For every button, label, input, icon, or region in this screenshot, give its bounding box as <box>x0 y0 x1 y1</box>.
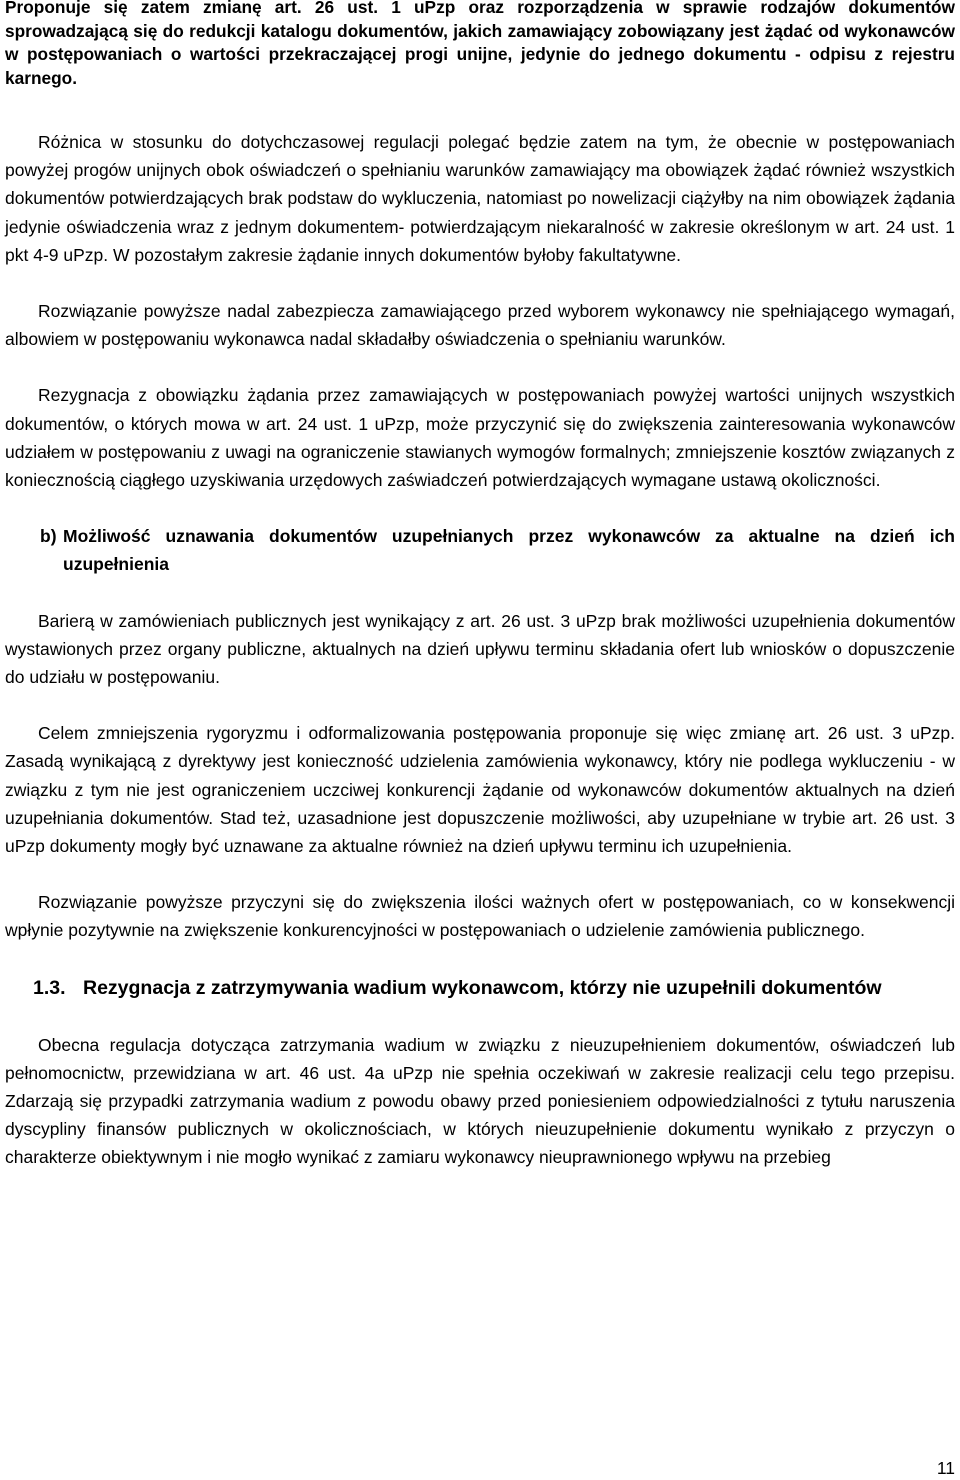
paragraph-resignation: Rezygnacja z obowiązku żądania przez zamawiających w postępowaniach powyżej wartości unijnych wszystkich dokumentów, o których mowa w art. 24 ust. 1 uPzp, może przyczynić się do zwiększenia zainteresowania wykonawców udziałem w postępowaniu z uwagi na ograniczenie stawianych wymogów formalnych; zmniejszenie kosztów związanych z koniecznością ciągłego uzyskiwania urzędowych zaświadczeń potwierdzających wymagane ustawą okoliczności. <box>5 385 955 491</box>
paragraph-goal: Celem zmniejszenia rygoryzmu i odformalizowania postępowania proponuje się więc zmianę art. 26 ust. 3 uPzp. Zasadą wynikającą z dyrektywy jest konieczność udzielenia zamówienia wykonawcy, który nie podlega wykluczeniu - w związku z tym nie jest ograniczeniem uczciwej konkurencji żądanie od wykonawców dokumentów aktualnych na dzień uzupełniania dokumentów. Stad też, uzasadnione jest dopuszczenie możliwości, aby uzupełniane w trybie art. 26 ust. 3 uPzp dokumenty mogły być uznawane za aktualne również na dzień upływu terminu ich uzupełnienia. <box>5 723 955 857</box>
paragraph-barrier: Barierą w zamówieniach publicznych jest wynikający z art. 26 ust. 3 uPzp brak możliwości uzupełnienia dokumentów wystawionych przez organy publiczne, aktualnych na dzień upływu terminu składania ofert lub wniosków o dopuszczenie do udziału w postępowaniu. <box>5 610 955 688</box>
section-b-title: Możliwość uznawania dokumentów uzupełnianych przez wykonawców za aktualne na dzień ich uzupełnienia <box>63 526 955 575</box>
section-1-3-title: Rezygnacja z zatrzymywania wadium wykonawcom, którzy nie uzupełnili dokumentów <box>83 976 882 999</box>
paragraph-current-regulation: Obecna regulacja dotycząca zatrzymania wadium w związku z nieuzupełnieniem dokumentów, oświadczeń lub pełnomocnictw, przewidziana w art. 46 ust. 4a uPzp nie spełnia oczekiwań w zakresie realizacji celu tego przepisu. Zdarzają się przypadki zatrzymania wadium z powodu obawy przed poniesieniem odpowiedzialności z tytułu naruszenia dyscypliny finansów publicznych w okolicznościach, w których nieuzupełnienie dokumentu wynikało z przyczyn o charakterze obiektywnym i nie mogło wynikać z zamiaru wykonawcy nieuprawnionego wpływu na przebieg <box>5 1034 955 1168</box>
page-number: 11 <box>936 1458 955 1478</box>
paragraph-competition: Rozwiązanie powyższe przyczyni się do zwiększenia ilości ważnych ofert w postępowaniach, co w konsekwencji wpłynie pozytywnie na zwiększenie konkurencyjności w postępowaniach o udzielenie zamówienia publicznego. <box>5 892 955 941</box>
section-b-heading <box>5 522 955 578</box>
section-1-3-label: 1.3. <box>33 976 66 999</box>
section-b-label: b) <box>40 526 57 547</box>
document-page <box>5 0 955 1172</box>
paragraph-differences: Różnica w stosunku do dotychczasowej regulacji polegać będzie zatem na tym, że obecnie w postępowaniach powyżej progów unijnych obok oświadczeń o spełnianiu warunków zamawiający ma obowiązek żądać również wszystkich dokumentów potwierdzających brak podstaw do wykluczenia, natomiast po nowelizacji ciążyłby na nim obowiązek żądania jedynie oświadczenia wraz z jednym dokumentem- potwierdzającym niekaralność w zakresie określonym w art. 24 ust. 1 pkt 4-9 uPzp. W pozostałym zakresie żądanie innych dokumentów byłoby fakultatywne. <box>5 132 955 265</box>
section-1-3-heading <box>5 973 955 1003</box>
intro-paragraph: Proponuje się zatem zmianę art. 26 ust. 1 uPzp oraz rozporządzenia w sprawie rodzajów dokumentów sprowadzającą się do redukcji katalogu dokumentów, jakich zamawiający zobowiązany jest żądać od wykonawców w postępowaniach o wartości przekraczającej progi unijne, jedynie do jednego dokumentu - odpisu z rejestru karnego. <box>5 0 955 88</box>
paragraph-solution-protects: Rozwiązanie powyższe nadal zabezpiecza zamawiającego przed wyborem wykonawcy nie spełniającego wymagań, albowiem w postępowaniu wykonawca nadal składałby oświadczenia o spełnianiu warunków. <box>5 301 955 350</box>
